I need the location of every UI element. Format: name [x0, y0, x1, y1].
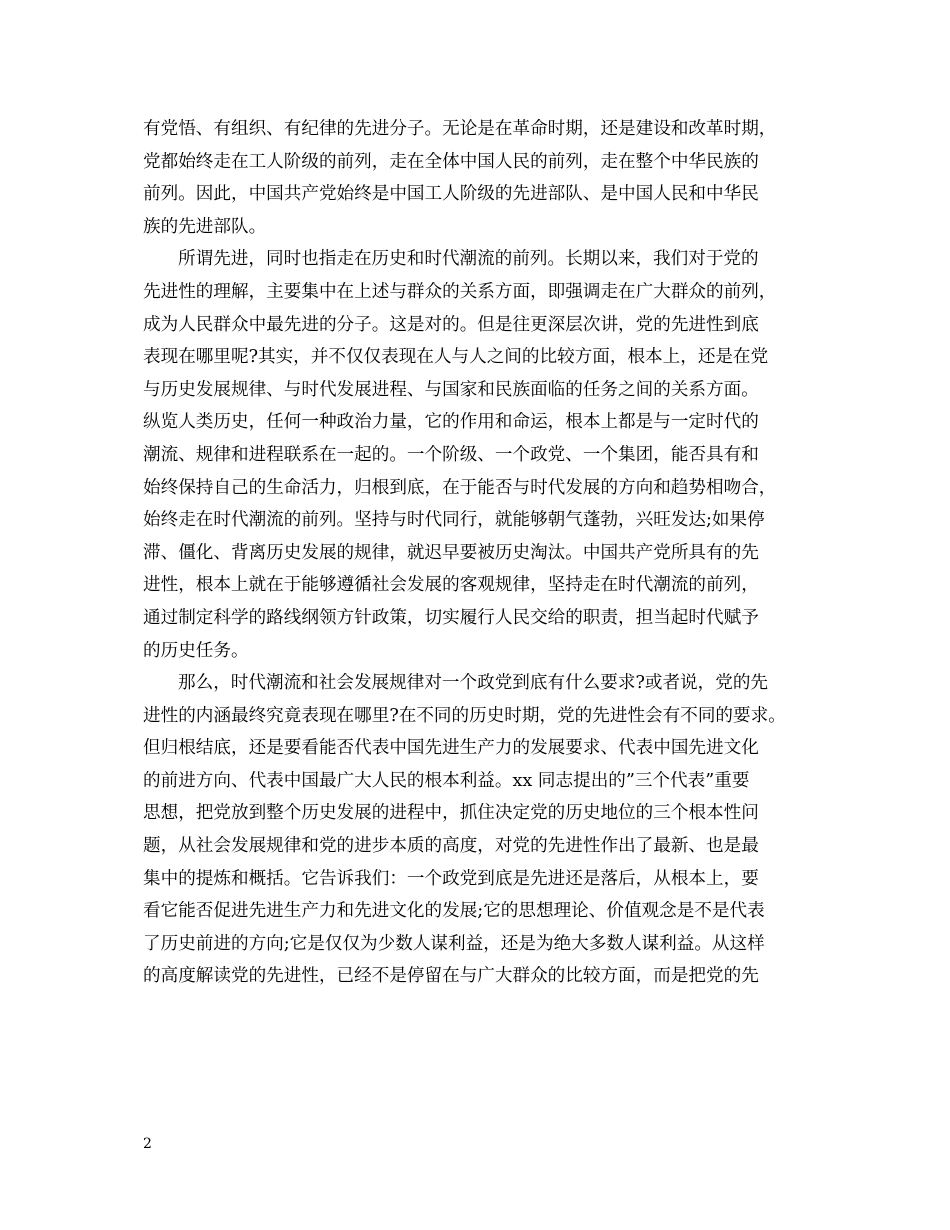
text-line: 始终走在时代潮流的前列。坚持与时代同行，就能够朝气蓬勃，兴旺发达;如果停: [143, 510, 765, 531]
text-line: 看它能否促进先进生产力和先进文化的发展;它的思想理论、价值观念是不是代表: [143, 901, 765, 922]
text-line: 所谓先进，同时也指走在历史和时代潮流的前列。长期以来，我们对于党的: [178, 249, 759, 270]
page-number: 2: [143, 1136, 152, 1152]
text-line: 先进性的理解，主要集中在上述与群众的关系方面，即强调走在广大群众的前列，: [143, 281, 777, 302]
text-line: 但归根结底，还是要看能否代表中国先进生产力的发展要求、代表中国先进文化: [143, 738, 759, 759]
text-line: 那么，时代潮流和社会发展规律对一个政党到底有什么要求?或者说，党的先: [178, 673, 769, 694]
text-line: 的前进方向、代表中国最广大人民的根本利益。xx 同志提出的”三个代表”重要: [143, 770, 750, 791]
text-line: 始终保持自己的生命活力，归根到底，在于能否与时代发展的方向和趋势相吻合，: [143, 477, 777, 498]
text-line: 前列。因此，中国共产党始终是中国工人阶级的先进部队、是中国人民和中华民: [143, 184, 759, 205]
text-line: 思想，把党放到整个历史发展的进程中，抓住决定党的历史地位的三个根本性问: [143, 803, 759, 824]
text-line: 进性，根本上就在于能够遵循社会发展的客观规律，坚持走在时代潮流的前列，: [143, 575, 759, 596]
text-line: 党都始终走在工人阶级的前列，走在全体中国人民的前列，走在整个中华民族的: [143, 151, 759, 172]
text-line: 题，从社会发展规律和党的进步本质的高度，对党的先进性作出了最新、也是最: [143, 836, 759, 857]
text-line: 潮流、规律和进程联系在一起的。一个阶级、一个政党、一个集团，能否具有和: [143, 444, 759, 465]
text-line: 集中的提炼和概括。它告诉我们：一个政党到底是先进还是落后，从根本上，要: [143, 868, 759, 889]
text-line: 进性的内涵最终究竟表现在哪里?在不同的历史时期，党的先进性会有不同的要求。: [143, 705, 786, 726]
document-body: [143, 113, 808, 993]
text-line: 通过制定科学的路线纲领方针政策，切实履行人民交给的职责，担当起时代赋予: [143, 607, 759, 628]
text-line: 纵览人类历史，任何一种政治力量，它的作用和命运，根本上都是与一定时代的: [143, 412, 759, 433]
text-line: 成为人民群众中最先进的分子。这是对的。但是往更深层次讲，党的先进性到底: [143, 314, 759, 335]
text-line: 与历史发展规律、与时代发展进程、与国家和民族面临的任务之间的关系方面。: [143, 379, 759, 400]
text-line: 了历史前进的方向;它是仅仅为少数人谋利益，还是为绝大多数人谋利益。从这样: [143, 933, 765, 954]
text-line: 滞、僵化、背离历史发展的规律，就迟早要被历史淘汰。中国共产党所具有的先: [143, 542, 759, 563]
text-line: 有党悟、有组织、有纪律的先进分子。无论是在革命时期，还是建设和改革时期，: [143, 119, 777, 139]
text-line: 表现在哪里呢?其实，并不仅仅表现在人与人之间的比较方面，根本上，还是在党: [143, 347, 769, 368]
text-line: 的历史任务。: [143, 640, 249, 661]
text-line: 族的先进部队。: [143, 216, 267, 237]
text-line: 的高度解读党的先进性，已经不是停留在与广大群众的比较方面，而是把党的先: [143, 966, 759, 987]
